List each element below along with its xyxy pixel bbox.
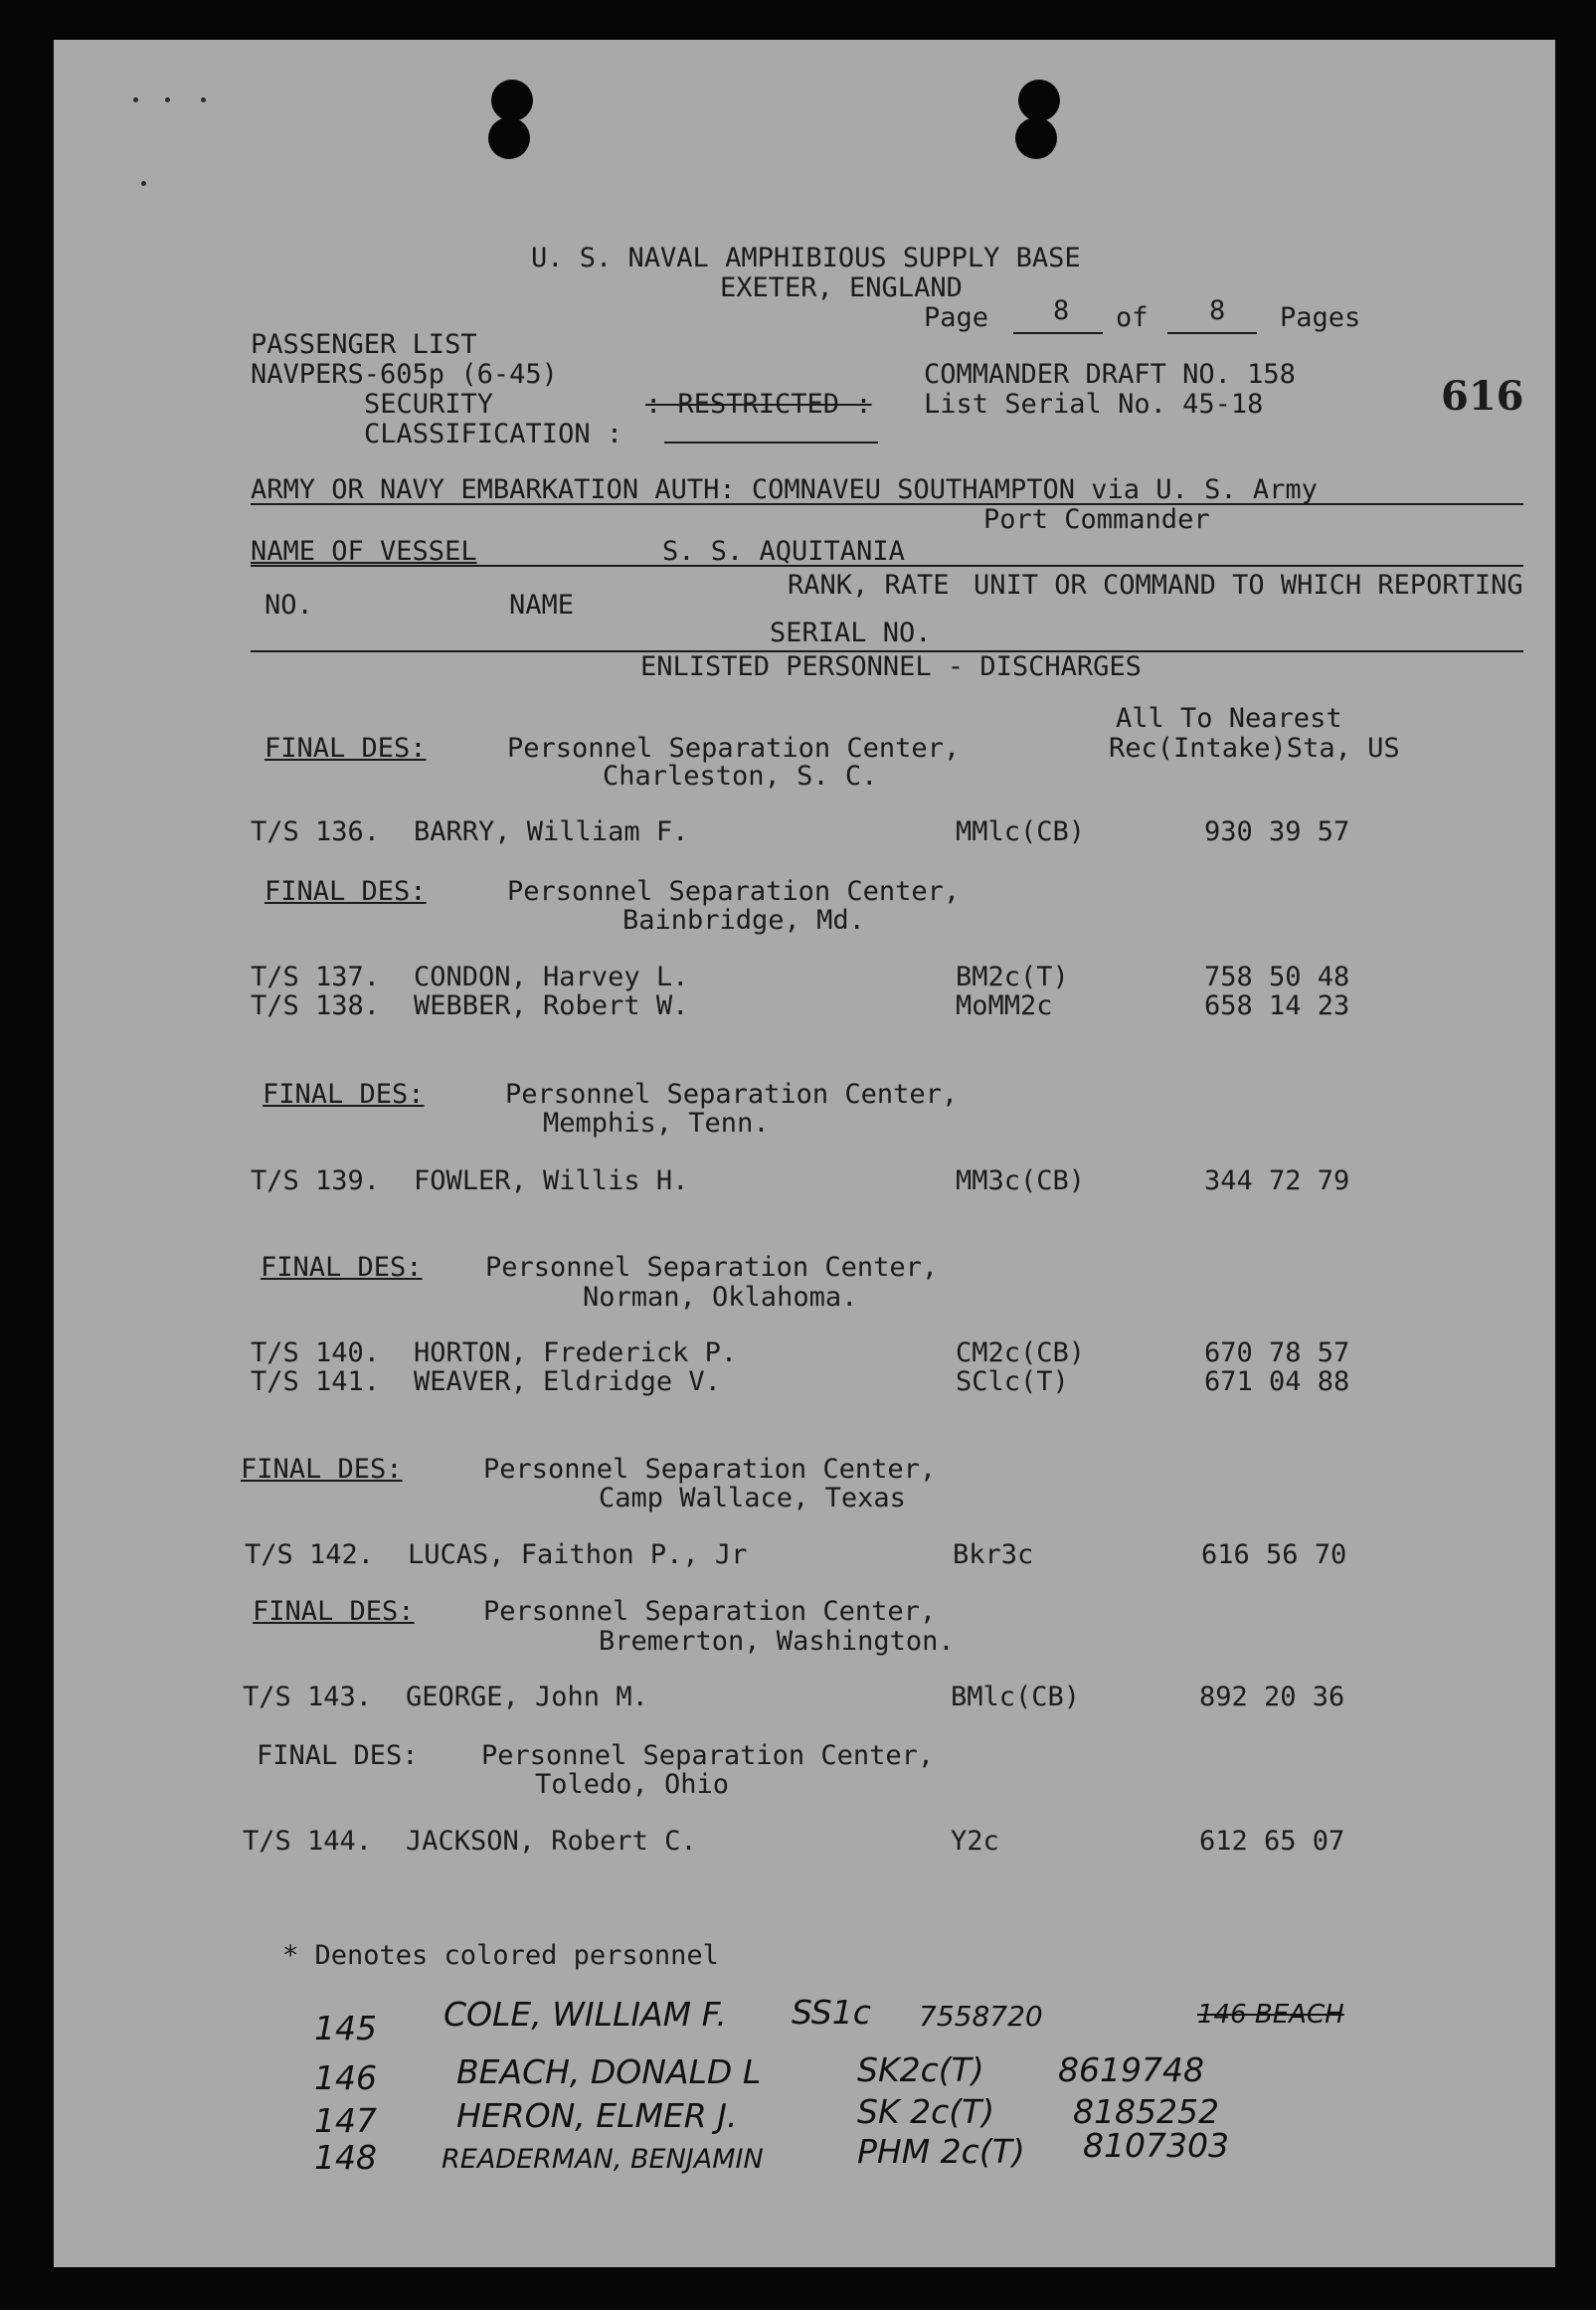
entry-name: CONDON, Harvey L. <box>414 962 689 992</box>
entry-rate: Bkr3c <box>953 1539 1034 1570</box>
punch-hole <box>488 117 530 159</box>
entry-name: WEAVER, Eldridge V. <box>414 1366 721 1397</box>
entry-name: WEBBER, Robert W. <box>414 990 689 1021</box>
entry-rate: CM2c(CB) <box>956 1337 1086 1368</box>
separation-location: Camp Wallace, Texas <box>599 1483 906 1513</box>
handwritten-no: 145 <box>314 2009 377 2047</box>
separation-location: Charleston, S. C. <box>603 761 878 792</box>
of-label: of <box>1116 302 1149 333</box>
final-des-label: FINAL DES: <box>265 876 427 907</box>
column-destination: UNIT OR COMMAND TO WHICH REPORTING <box>974 570 1523 601</box>
handwritten-name: BEACH, DONALD L <box>456 2052 762 2091</box>
entry-serial: 670 78 57 <box>1204 1337 1350 1368</box>
security-value: : RESTRICTED : <box>645 389 872 420</box>
handwritten-no: 148 <box>314 2138 377 2177</box>
section-heading: ENLISTED PERSONNEL - DISCHARGES <box>640 651 1142 682</box>
handwritten-rate: SS1c <box>792 1993 871 2032</box>
entry-no: T/S 144. <box>243 1826 373 1857</box>
entry-serial: 344 72 79 <box>1204 1165 1350 1196</box>
entry-no: T/S 140. <box>251 1337 381 1368</box>
handwritten-name: COLE, WILLIAM F. <box>443 1995 727 2034</box>
separation-center: Personnel Separation Center, <box>483 1596 937 1627</box>
entry-serial: 930 39 57 <box>1204 816 1350 847</box>
separation-center: Personnel Separation Center, <box>507 876 961 907</box>
entry-serial: 658 14 23 <box>1204 990 1350 1021</box>
final-des-label: FINAL DES: <box>257 1740 419 1771</box>
entry-rate: MMlc(CB) <box>956 816 1086 847</box>
header-line2: EXETER, ENGLAND <box>720 272 963 303</box>
entry-rate: Y2c <box>951 1826 999 1857</box>
entry-name: JACKSON, Robert C. <box>406 1826 697 1857</box>
classification-line <box>664 442 878 444</box>
embarkation-authority-cont: Port Commander <box>983 504 1210 535</box>
entry-no: T/S 139. <box>251 1165 381 1196</box>
punch-hole <box>491 80 533 121</box>
page-total: 8 <box>1209 295 1226 326</box>
entry-rate: BMlc(CB) <box>951 1682 1081 1712</box>
separation-center: Personnel Separation Center, <box>507 733 961 764</box>
embarkation-authority: ARMY OR NAVY EMBARKATION AUTH: COMNAVEU SOUTHAMPTON via U. S. Army <box>251 474 1318 505</box>
final-des-label: FINAL DES: <box>261 1252 423 1283</box>
column-header-top-line <box>251 565 1523 567</box>
handwritten-serial: 7558720 <box>919 2000 1043 2033</box>
entry-serial: 616 56 70 <box>1201 1539 1347 1570</box>
page-number: 8 <box>1053 295 1070 326</box>
handwritten-no: 146 <box>314 2058 377 2097</box>
handwritten-serial: 8107303 <box>1083 2126 1229 2165</box>
handwritten-serial: 8185252 <box>1073 2092 1219 2131</box>
separation-location: Norman, Oklahoma. <box>583 1282 858 1313</box>
final-des-label: FINAL DES: <box>265 733 427 764</box>
entry-serial: 892 20 36 <box>1199 1682 1345 1712</box>
final-des-label: FINAL DES: <box>263 1079 425 1110</box>
handwritten-rate: PHM 2c(T) <box>857 2132 1025 2171</box>
separation-location: Bainbridge, Md. <box>622 905 865 936</box>
handwritten-serial: 8619748 <box>1058 2050 1204 2089</box>
entry-name: LUCAS, Faithon P., Jr <box>408 1539 748 1570</box>
document-page <box>54 40 1555 2267</box>
entry-rate: MoMM2c <box>956 990 1053 1021</box>
speck <box>141 181 146 186</box>
column-serial-no: SERIAL NO. <box>770 618 932 648</box>
handwritten-note: 146 BEACH <box>1197 2000 1344 2030</box>
entry-rate: MM3c(CB) <box>956 1165 1086 1196</box>
separation-center: Personnel Separation Center, <box>505 1079 959 1110</box>
classification-label: CLASSIFICATION : <box>364 419 623 449</box>
entry-no: T/S 141. <box>251 1366 381 1397</box>
stamp-number: 616 <box>1441 373 1524 420</box>
entry-name: FOWLER, Willis H. <box>414 1165 689 1196</box>
separation-center: Personnel Separation Center, <box>481 1740 935 1771</box>
form-number: NAVPERS-605p (6-45) <box>251 359 558 390</box>
footnote: * Denotes colored personnel <box>282 1940 719 1971</box>
handwritten-no: 147 <box>314 2101 377 2140</box>
security-label: SECURITY <box>364 389 494 420</box>
header-line1: U. S. NAVAL AMPHIBIOUS SUPPLY BASE <box>531 243 1081 273</box>
list-serial: List Serial No. 45-18 <box>924 389 1264 420</box>
pages-label: Pages <box>1280 302 1361 333</box>
entry-no: T/S 137. <box>251 962 381 992</box>
separation-location: Memphis, Tenn. <box>543 1108 770 1139</box>
page-total-line <box>1167 332 1257 334</box>
column-no: NO. <box>265 590 313 621</box>
vessel-name: S. S. AQUITANIA <box>662 536 905 567</box>
entry-no: T/S 136. <box>251 816 381 847</box>
punch-hole <box>1018 80 1060 121</box>
entry-no: T/S 142. <box>245 1539 375 1570</box>
handwritten-rate: SK 2c(T) <box>857 2092 995 2131</box>
page-label: Page <box>924 302 989 333</box>
entry-rate: BM2c(T) <box>956 962 1069 992</box>
alloc-header: All To Nearest <box>1116 703 1342 734</box>
separation-center: Personnel Separation Center, <box>483 1454 937 1485</box>
entry-name: GEORGE, John M. <box>406 1682 648 1712</box>
separation-location: Toledo, Ohio <box>535 1769 730 1800</box>
entry-no: T/S 138. <box>251 990 381 1021</box>
punch-hole <box>1015 117 1057 159</box>
speck <box>165 97 170 102</box>
entry-serial: 671 04 88 <box>1204 1366 1350 1397</box>
draft-number: COMMANDER DRAFT NO. 158 <box>924 359 1296 390</box>
vessel-label: NAME OF VESSEL <box>251 536 477 567</box>
separation-center: Personnel Separation Center, <box>485 1252 939 1283</box>
handwritten-rate: SK2c(T) <box>857 2050 984 2089</box>
entry-name: BARRY, William F. <box>414 816 689 847</box>
column-rank-rate: RANK, RATE <box>788 570 950 601</box>
entry-name: HORTON, Frederick P. <box>414 1337 738 1368</box>
handwritten-name: READERMAN, BENJAMIN <box>442 2144 764 2175</box>
page-number-line <box>1013 332 1103 334</box>
column-name: NAME <box>509 590 575 621</box>
authority-underline <box>251 503 1523 505</box>
list-title: PASSENGER LIST <box>251 329 477 360</box>
entry-serial: 758 50 48 <box>1204 962 1350 992</box>
handwritten-name: HERON, ELMER J. <box>456 2096 738 2135</box>
final-des-label: FINAL DES: <box>241 1454 403 1485</box>
speck <box>133 97 138 102</box>
entry-no: T/S 143. <box>243 1682 373 1712</box>
final-des-label: FINAL DES: <box>253 1596 415 1627</box>
speck <box>201 97 206 102</box>
entry-serial: 612 65 07 <box>1199 1826 1345 1857</box>
entry-rate: SClc(T) <box>956 1366 1069 1397</box>
separation-location: Bremerton, Washington. <box>599 1626 955 1657</box>
rec-header: Rec(Intake)Sta, US <box>1109 733 1400 764</box>
